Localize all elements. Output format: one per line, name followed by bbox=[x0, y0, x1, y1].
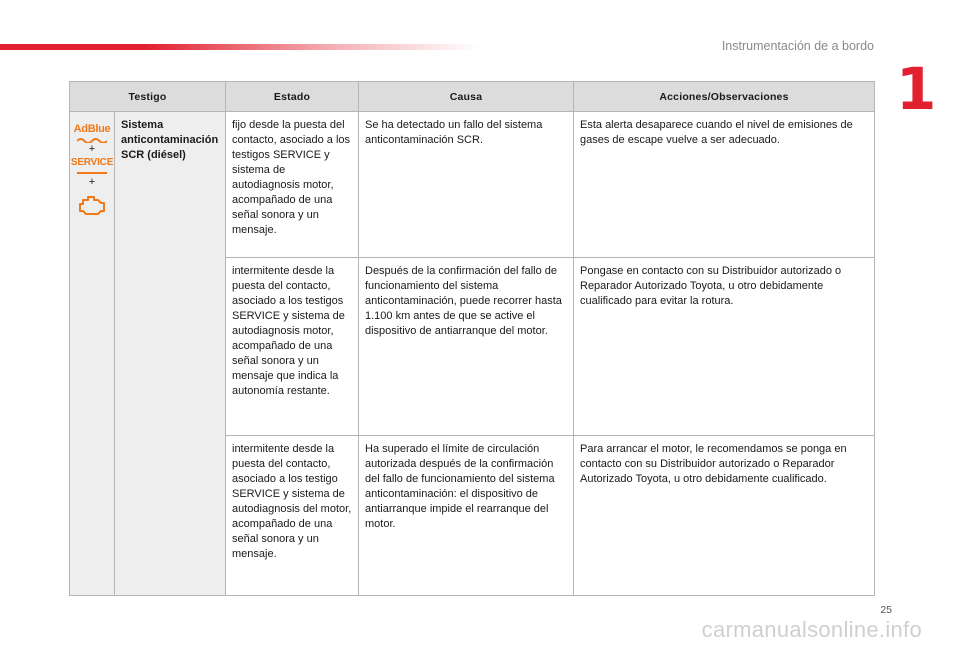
column-header-estado: Estado bbox=[226, 82, 359, 112]
causa-cell: Después de la confirmación del fallo de funcionamiento del sistema anticontaminación, puede recorrer hasta 1.100 km antes de que se active el dispositivo de antiarranque del motor. bbox=[359, 258, 574, 436]
column-header-causa: Causa bbox=[359, 82, 574, 112]
indicator-icons-cell bbox=[70, 112, 115, 596]
adblue-icon: AdBlue bbox=[73, 123, 111, 135]
causa-cell: Ha superado el límite de circulación autorizada después de la confirmación del fallo de funcionamiento del sistema anticontaminación: el dispositivo de antiarranque impide el rearranque del motor. bbox=[359, 436, 574, 596]
estado-cell: intermitente desde la puesta del contacto, asociado a los testigo SERVICE y sistema de autodiagnosis del motor, acompañado de una señal sonora y un mensaje. bbox=[226, 436, 359, 596]
chapter-title: Instrumentación de a bordo bbox=[721, 39, 874, 53]
column-header-acciones: Acciones/Observaciones bbox=[574, 82, 875, 112]
watermark: carmanualsonline.info bbox=[701, 617, 922, 642]
estado-cell: fijo desde la puesta del contacto, asociado a los testigos SERVICE y sistema de autodiagnosis motor, acompañado de una señal sonora y un mensaje. bbox=[226, 112, 359, 258]
engine-check-icon bbox=[77, 194, 107, 216]
plus-sign: + bbox=[88, 143, 96, 155]
table-header-row bbox=[70, 82, 875, 112]
acciones-cell: Pongase en contacto con su Distribuidor autorizado o Reparador Autorizado Toyota, u otro debidamente cualificado para evitar la rotura. bbox=[574, 258, 875, 436]
service-icon: SERVICE bbox=[70, 157, 114, 168]
acciones-cell: Esta alerta desaparece cuando el nivel de emisiones de gases de escape vuelve a ser adecuado. bbox=[574, 112, 875, 258]
table-row bbox=[70, 112, 875, 258]
acciones-cell: Para arrancar el motor, le recomendamos se ponga en contacto con su Distribuidor autorizado o Reparador Autorizado Toyota, u otro debidamente cualificado. bbox=[574, 436, 875, 596]
system-name-cell: Sistema anticontaminación SCR (diésel) bbox=[115, 112, 226, 596]
page-number: 25 bbox=[880, 604, 892, 616]
plus-sign: + bbox=[88, 176, 96, 188]
column-header-testigo: Testigo bbox=[70, 82, 226, 112]
estado-cell: intermitente desde la puesta del contacto, asociado a los testigos SERVICE y sistema de autodiagnosis motor, acompañado de una señal sonora y un mensaje que indica la autonomía restante. bbox=[226, 258, 359, 436]
chapter-number: 1 bbox=[896, 55, 937, 123]
causa-cell: Se ha detectado un fallo del sistema anticontaminación SCR. bbox=[359, 112, 574, 258]
warning-lights-table bbox=[69, 81, 875, 596]
chapter-accent-bar bbox=[0, 44, 480, 50]
